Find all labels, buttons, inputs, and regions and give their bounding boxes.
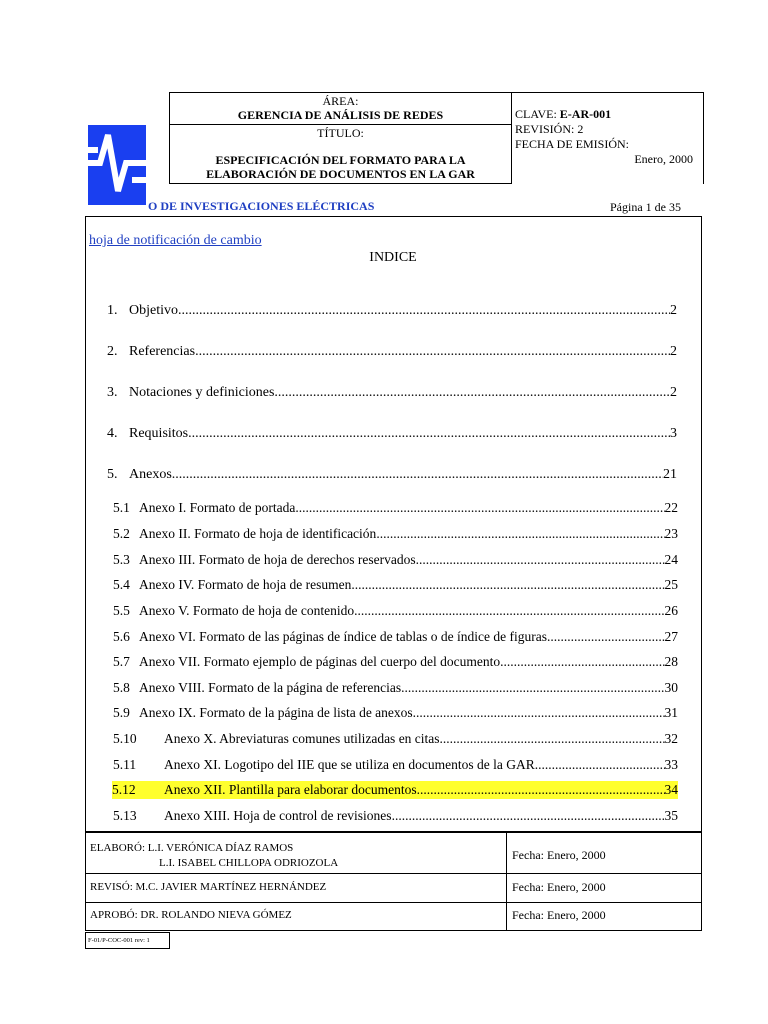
annex-label: Anexo I. Formato de portada [139, 500, 296, 515]
toc-leader [392, 807, 665, 825]
annex-num: 5.10 [113, 731, 137, 746]
toc-label: Objetivo [129, 303, 178, 318]
toc-leader [172, 466, 663, 484]
toc-leader [351, 576, 664, 594]
toc-leader [413, 704, 665, 722]
annex-page: 33 [664, 757, 678, 772]
page-number: Página 1 de 35 [610, 200, 681, 214]
annex-num: 5.7 [113, 654, 130, 669]
annex-entry-5-6[interactable] [113, 628, 678, 646]
toc-label: Referencias [129, 344, 196, 359]
annex-entry-5-12[interactable] [112, 781, 678, 799]
annex-label: Anexo X. Abreviaturas comunes utilizadas en citas [164, 731, 440, 746]
institution-name: O DE INVESTIGACIONES ELÉCTRICAS [148, 199, 375, 213]
change-notification-link[interactable]: hoja de notificación de cambio [89, 233, 262, 248]
annex-num: 5.12 [112, 782, 136, 797]
header-title-box [169, 92, 512, 184]
annex-entry-5-9[interactable] [113, 704, 678, 722]
annex-entry-5-1[interactable] [113, 499, 678, 517]
annex-entry-5-2[interactable] [113, 525, 678, 543]
footer-row-aprobo [85, 903, 702, 931]
annex-num: 5.9 [113, 705, 130, 720]
annex-num: 5.4 [113, 577, 130, 592]
toc-entry-5[interactable] [107, 466, 677, 484]
annex-entry-5-3[interactable] [113, 551, 678, 569]
annex-entry-5-8[interactable] [113, 679, 678, 697]
annex-page: 28 [664, 654, 678, 669]
annex-num: 5.8 [113, 680, 130, 695]
footer-row-elaboro [85, 832, 702, 874]
toc-leader [274, 384, 670, 402]
toc-num: 2. [107, 344, 118, 359]
toc-label: Anexos [129, 467, 172, 482]
toc-num: 4. [107, 426, 118, 441]
toc-page: 2 [670, 344, 677, 359]
revision: REVISIÓN: 2 [515, 122, 584, 136]
toc-entry-3[interactable] [107, 384, 677, 402]
elaboro-line-2: L.I. ISABEL CHILLOPA ODRIOZOLA [159, 857, 339, 869]
annex-num: 5.11 [113, 757, 137, 772]
toc-label: Notaciones y definiciones [129, 385, 275, 400]
annex-label: Anexo VII. Formato ejemplo de páginas del cuerpo del documento [139, 654, 501, 669]
iie-logo-icon [88, 125, 146, 205]
annex-label: Anexo XII. Plantilla para elaborar documentos [164, 782, 417, 797]
annex-entry-5-11[interactable] [113, 756, 678, 774]
annex-label: Anexo II. Formato de hoja de identificación [139, 526, 377, 541]
toc-leader [354, 602, 664, 620]
toc-num: 1. [107, 303, 118, 318]
form-code: F-01/P-COC-001 rev: 1 [85, 932, 170, 949]
toc-leader [535, 756, 665, 774]
annex-page: 27 [664, 629, 678, 644]
annex-page: 23 [664, 526, 678, 541]
aprobo-fecha: Fecha: Enero, 2000 [512, 908, 606, 922]
fecha-label: FECHA DE EMISIÓN: [515, 137, 630, 151]
toc-page: 3 [670, 426, 677, 441]
elaboro-fecha: Fecha: Enero, 2000 [512, 848, 606, 862]
index-title: INDICE [369, 250, 417, 265]
toc-leader [178, 302, 670, 320]
toc-entry-1[interactable] [107, 302, 677, 320]
area-value: GERENCIA DE ANÁLISIS DE REDES [237, 108, 444, 122]
annex-num: 5.6 [113, 629, 130, 644]
annex-page: 34 [664, 782, 678, 797]
toc-leader [188, 425, 670, 443]
footer-row-reviso [85, 874, 702, 903]
toc-leader [417, 781, 665, 799]
toc-leader [376, 525, 664, 543]
toc-leader [440, 730, 665, 748]
title-label: TÍTULO: [317, 126, 364, 140]
annex-entry-5-10[interactable] [113, 730, 678, 748]
annex-entry-5-13[interactable] [113, 807, 678, 825]
header-meta-box [512, 92, 704, 184]
annex-page: 26 [664, 603, 678, 618]
toc-entry-2[interactable] [107, 343, 677, 361]
annex-label: Anexo IX. Formato de la página de lista de anexos [139, 705, 413, 720]
annex-entry-5-7[interactable] [113, 653, 678, 671]
toc-num: 3. [107, 385, 118, 400]
title-line-1: ESPECIFICACIÓN DEL FORMATO PARA LA [215, 153, 466, 167]
annex-page: 22 [664, 500, 678, 515]
reviso-text: REVISÓ: M.C. JAVIER MARTÍNEZ HERNÁNDEZ [90, 881, 327, 893]
toc-leader [500, 653, 664, 671]
toc-page: 2 [670, 385, 677, 400]
toc-leader [547, 628, 664, 646]
toc-page: 2 [670, 303, 677, 318]
annex-page: 24 [664, 552, 678, 567]
area-label: ÁREA: [322, 94, 359, 108]
toc-entry-4[interactable] [107, 425, 677, 443]
title-line-2: ELABORACIÓN DE DOCUMENTOS EN LA GAR [206, 167, 475, 181]
annex-label: Anexo XIII. Hoja de control de revisiones [164, 808, 392, 823]
toc-page: 21 [663, 467, 677, 482]
annex-page: 31 [664, 705, 678, 720]
toc-label: Requisitos [129, 426, 189, 441]
annex-num: 5.13 [113, 808, 137, 823]
annex-num: 5.5 [113, 603, 130, 618]
annex-num: 5.1 [113, 500, 130, 515]
annex-num: 5.3 [113, 552, 130, 567]
toc-leader [195, 343, 670, 361]
annex-entry-5-4[interactable] [113, 576, 678, 594]
toc-leader [416, 551, 665, 569]
clave-line [515, 107, 703, 122]
aprobo-text: APROBÓ: DR. ROLANDO NIEVA GÓMEZ [90, 909, 292, 921]
annex-page: 30 [664, 680, 678, 695]
elaboro-line-1: ELABORÓ: L.I. VERÓNICA DÍAZ RAMOS [90, 842, 294, 854]
toc-leader [295, 499, 664, 517]
fecha-value: Enero, 2000 [634, 152, 693, 166]
annex-page: 25 [664, 577, 678, 592]
annex-page: 32 [664, 731, 678, 746]
annex-label: Anexo XI. Logotipo del IIE que se utiliza en documentos de la GAR [164, 757, 535, 772]
clave-label: CLAVE: [515, 107, 557, 121]
toc-num: 5. [107, 467, 118, 482]
annex-label: Anexo III. Formato de hoja de derechos reservados [139, 552, 416, 567]
clave-value: E-AR-001 [559, 107, 612, 121]
annex-label: Anexo VIII. Formato de la página de referencias [139, 680, 402, 695]
annex-num: 5.2 [113, 526, 130, 541]
toc-leader [401, 679, 664, 697]
annex-page: 35 [664, 808, 678, 823]
annex-label: Anexo VI. Formato de las páginas de índice de tablas o de índice de figuras [139, 629, 548, 644]
annex-label: Anexo IV. Formato de hoja de resumen [139, 577, 352, 592]
annex-entry-5-5[interactable] [113, 602, 678, 620]
reviso-fecha: Fecha: Enero, 2000 [512, 880, 606, 894]
annex-label: Anexo V. Formato de hoja de contenido [139, 603, 355, 618]
